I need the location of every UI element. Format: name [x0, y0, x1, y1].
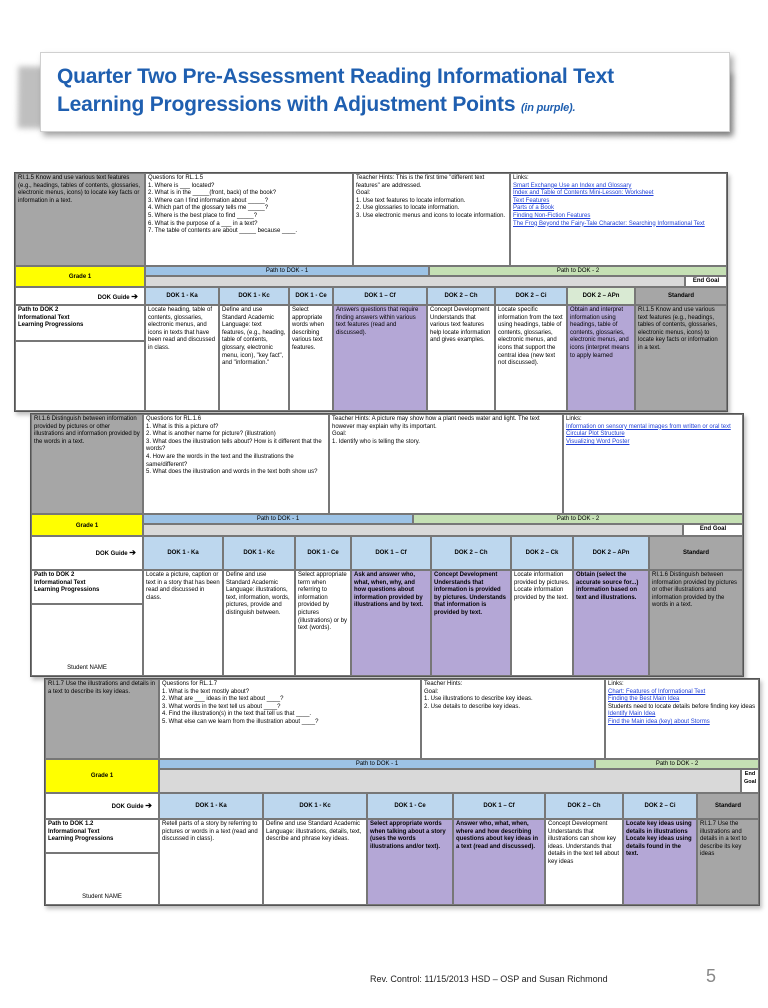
col-header: DOK 1 - Kc: [263, 793, 367, 819]
link[interactable]: Parts of a Book: [513, 205, 555, 212]
link[interactable]: Text Features: [513, 197, 550, 204]
standard-cell: RI.1.5 Know and use various text features (e.g., headings, tables of contents, glossaries, electronic menus, icons) to locate key facts or information in a text.: [15, 173, 145, 266]
path2-cell: Path to DOK - 2: [413, 514, 743, 524]
progression-cell: Define and use Standard Academic Language: illustrations, details, text, describe and phrase key ideas.: [263, 819, 367, 905]
page-number: 5: [706, 966, 717, 986]
col-header: DOK 1 – Cf: [333, 287, 427, 305]
dok-guide-cell: DOK Guide ➔: [15, 287, 145, 305]
row-label: Path to DOK 1.2 Informational Text Learning Progressions: [45, 819, 159, 853]
row-label: Path to DOK 2 Informational Text Learning Progressions: [15, 305, 145, 341]
progression-cell: Define and use Standard Academic Language: text features, (e.g., heading, table of contents, glossary, electronic menu, icon), "key fact", and "information.": [219, 305, 289, 411]
progression-cell: Locate information provided by pictures. Locate information provided by the text.: [511, 570, 573, 676]
hints-cell: Teacher Hints: This is the first time "different text features" are addressed. Goal: 1. Use text features to locate information. 2. Use glossaries to locate information. 3. Use electronic menus and icons to locate information.: [353, 173, 510, 266]
end-goal-cell: End Goal: [685, 276, 727, 287]
link[interactable]: Information on sensory mental images from written or oral text: [566, 423, 731, 430]
grade-cell: Grade 1: [31, 514, 143, 536]
grade-cell: Grade 1: [45, 759, 159, 793]
link[interactable]: Finding Non-Fiction Features: [513, 212, 591, 219]
path2-cell: Path to DOK - 2: [429, 266, 727, 276]
progression-cell-adjustment: Ask and answer who, what, when, why, and how questions about information provided by illustrations and by text.: [351, 570, 431, 676]
col-header: DOK 2 – APn: [573, 536, 649, 570]
progression-cell: Select appropriate term when referring to information provided by pictures (illustrations) or by text (words).: [295, 570, 351, 676]
col-header: Standard: [635, 287, 727, 305]
progression-cell: Select appropriate words when describing various text features.: [289, 305, 333, 411]
dok-guide-cell: DOK Guide ➔: [45, 793, 159, 819]
links-cell: Links: Smart Exchange Use an Index and Glossary Index and Table of Contents Mini-Lesson: Worksheet Text Features Parts of a Book Finding Non-Fiction Features The Frog Beyond the Fairy-Tale Character: Searching Informational Text: [510, 173, 727, 266]
col-header: DOK 1 – Cf: [351, 536, 431, 570]
progression-cell: Concept Development Understands that illustrations can show key ideas. Understands that details in the text tell about key ideas: [545, 819, 623, 905]
footer: Rev. Control: 11/15/2013 HSD – OSP and Susan Richmond: [370, 974, 608, 984]
questions-cell: Questions for RL.1.7 1. What is the text mostly about? 2. What are ___ ideas in the text about ____? 3. What words in the text tell us about ____? 4. Find the illustration(s) in the text that tell us that ____. 5. What else can we learn from the illustration about ____?: [159, 679, 421, 759]
col-header: Standard: [697, 793, 759, 819]
col-header: DOK 1 – Cf: [453, 793, 545, 819]
end-goal-cell: End Goal: [683, 524, 743, 536]
link[interactable]: Smart Exchange Use an Index and Glossary: [513, 182, 632, 189]
col-header: DOK 2 – Ch: [431, 536, 511, 570]
links-cell: Links: Chart: Features of Informational Text Finding the Best Main Idea Students need to locate details before finding key ideas Identify Main Idea Find the Main idea (key) about Storms: [605, 679, 759, 759]
link[interactable]: Find the Main idea (key) about Storms: [608, 718, 710, 725]
progression-cell-adjustment: Locate key ideas using details in illustrations Locate key ideas using details found in the text.: [623, 819, 697, 905]
progression-cell-adjustment: Answer who, what, when, where and how describing questions about key ideas in a text (read and discussed).: [453, 819, 545, 905]
progression-cell: Locate a picture, caption or text in a story that has been read and discussed in class.: [143, 570, 223, 676]
progression-cell-adjustment: Concept Development Understands that information is provided by pictures. Understands that information is provided by text.: [431, 570, 511, 676]
col-header: DOK 1 - Ce: [295, 536, 351, 570]
progression-cell-adjustment: Obtain (select the accurate source for...) information based on text and illustrations.: [573, 570, 649, 676]
questions-cell: Questions for RL.1.5 1. Where is ___ located? 2. What is in the _____(front, back) of the book? 3. Where can I find information about _____? 4. Which part of the glossary tells me _____? 5. Where is the best place to find _____? 6. What is the purpose of a ___ in a text? 7. The table of contents are about _____ because ____.: [145, 173, 353, 266]
progression-cell: Locate heading, table of contents, glossaries, electronic menus, and icons in texts that have been read and discussed in class.: [145, 305, 219, 411]
progression-cell-adjustment: Select appropriate words when talking about a story (uses the words illustrations and/or text).: [367, 819, 453, 905]
progression-cell: Define and use Standard Academic Language: illustrations, text, information, words, pictures, provide and distinguish between.: [223, 570, 295, 676]
col-header: DOK 2 – APn: [567, 287, 635, 305]
title-line-2: Learning Progressions with Adjustment Points: [57, 93, 516, 116]
row-label-blank: [15, 341, 145, 411]
row-label: Path to DOK 2 Informational Text Learning Progressions: [31, 570, 143, 604]
col-header: DOK 2 – Ci: [495, 287, 567, 305]
col-header: DOK 1 - Kc: [223, 536, 295, 570]
progression-cell: Concept Development Understands that various text features help locate information and gives examples.: [427, 305, 495, 411]
progression-cell: Locate specific information from the text using headings, table of contents, glossaries, electronic menus, and icons that support the central idea (new text not discussed).: [495, 305, 567, 411]
spacer-cell: [145, 276, 685, 287]
arrow-right-icon: ➔: [145, 801, 152, 810]
standard-end-cell: RI.1.7 Use the illustrations and details in a text to describe its key ideas: [697, 819, 759, 905]
progression-cell-adjustment: Obtain and interpret information using headings, table of contents, glossaries, electronic menus, and icons (interpret means to apply learned: [567, 305, 635, 411]
title-line-1: Quarter Two Pre-Assessment Reading Informational Text: [57, 65, 614, 88]
col-header: DOK 2 – Ch: [545, 793, 623, 819]
col-header: DOK 1 - Ce: [289, 287, 333, 305]
col-header: DOK 1 - Kc: [219, 287, 289, 305]
panel-ri-1-6: [30, 413, 744, 677]
links-cell: Links: Information on sensory mental images from written or oral text Circular Plot Structure Visualizing Word Poster: [563, 414, 743, 514]
col-header: Standard: [649, 536, 743, 570]
arrow-right-icon: ➔: [129, 548, 136, 557]
col-header: DOK 2 – Ch: [427, 287, 495, 305]
link[interactable]: Index and Table of Contents Mini-Lesson: Worksheet: [513, 190, 654, 197]
panel-ri-1-7: [44, 678, 760, 906]
link[interactable]: The Frog Beyond the Fairy-Tale Character: Searching Informational Text: [513, 220, 705, 227]
student-name-cell[interactable]: Student NAME: [45, 853, 159, 905]
standard-end-cell: RI.1.5 Know and use various text features (e.g., headings, tables of contents, glossaries, electronic menus, icons) to locate key facts or information in a text.: [635, 305, 727, 411]
link[interactable]: Finding the Best Main Idea: [608, 696, 680, 703]
questions-cell: Questions for RL.1.6 1. What is this a picture of? 2. What is another name for picture? (illustration) 3. What does the illustration tells about? How is it different that the words? 4. How are the words in the text and the illustrations the same/different? 5. What does the illustration and words in the text both show us?: [143, 414, 329, 514]
path1-cell: Path to DOK - 1: [143, 514, 413, 524]
dok-guide-cell: DOK Guide ➔: [31, 536, 143, 570]
path1-cell: Path to DOK - 1: [159, 759, 595, 769]
path1-cell: Path to DOK - 1: [145, 266, 429, 276]
spacer-cell: [143, 524, 683, 536]
panel-ri-1-5: [14, 172, 728, 412]
link[interactable]: Chart: Features of Informational Text: [608, 688, 706, 695]
col-header: DOK 1 - Ka: [159, 793, 263, 819]
standard-end-cell: RI.1.6 Distinguish between information provided by pictures or other illustrations and information provided by the words in a text.: [649, 570, 743, 676]
end-goal-cell: End Goal: [741, 769, 759, 793]
title-note: (in purple).: [520, 102, 576, 114]
col-header: DOK 1 - Ka: [145, 287, 219, 305]
link[interactable]: Circular Plot Structure: [566, 431, 625, 438]
page-title: [57, 63, 614, 122]
path2-cell: Path to DOK - 2: [595, 759, 759, 769]
student-name-cell[interactable]: Student NAME: [31, 604, 143, 676]
progression-cell: Retell parts of a story by referring to pictures or words in a text (read and discussed in class).: [159, 819, 263, 905]
grade-cell: Grade 1: [15, 266, 145, 287]
col-header: DOK 1 - Ce: [367, 793, 453, 819]
link[interactable]: Identify Main Idea: [608, 711, 656, 718]
arrow-right-icon: ➔: [131, 292, 138, 301]
col-header: DOK 2 – Ck: [511, 536, 573, 570]
col-header: DOK 2 – Ci: [623, 793, 697, 819]
link[interactable]: Visualizing Word Poster: [566, 438, 630, 445]
hints-cell: Teacher Hints: A picture may show how a plant needs water and light. The text however may explain why its important. Goal: 1. Identify who is telling the story.: [329, 414, 563, 514]
progression-cell-adjustment: Answers questions that require finding answers within various text features (read and discussed).: [333, 305, 427, 411]
col-header: DOK 1 - Ka: [143, 536, 223, 570]
spacer-cell: [159, 769, 741, 793]
title-box: [40, 52, 730, 132]
standard-cell: RI.1.7 Use the illustrations and details in a text to describe its key ideas.: [45, 679, 159, 759]
hints-cell: Teacher Hints: Goal: 1. Use illustrations to describe key ideas. 2. Use details to describe key ideas.: [421, 679, 605, 759]
standard-cell: RI.1.6 Distinguish between information provided by pictures or other illustrations and information provided by the words in a text.: [31, 414, 143, 514]
